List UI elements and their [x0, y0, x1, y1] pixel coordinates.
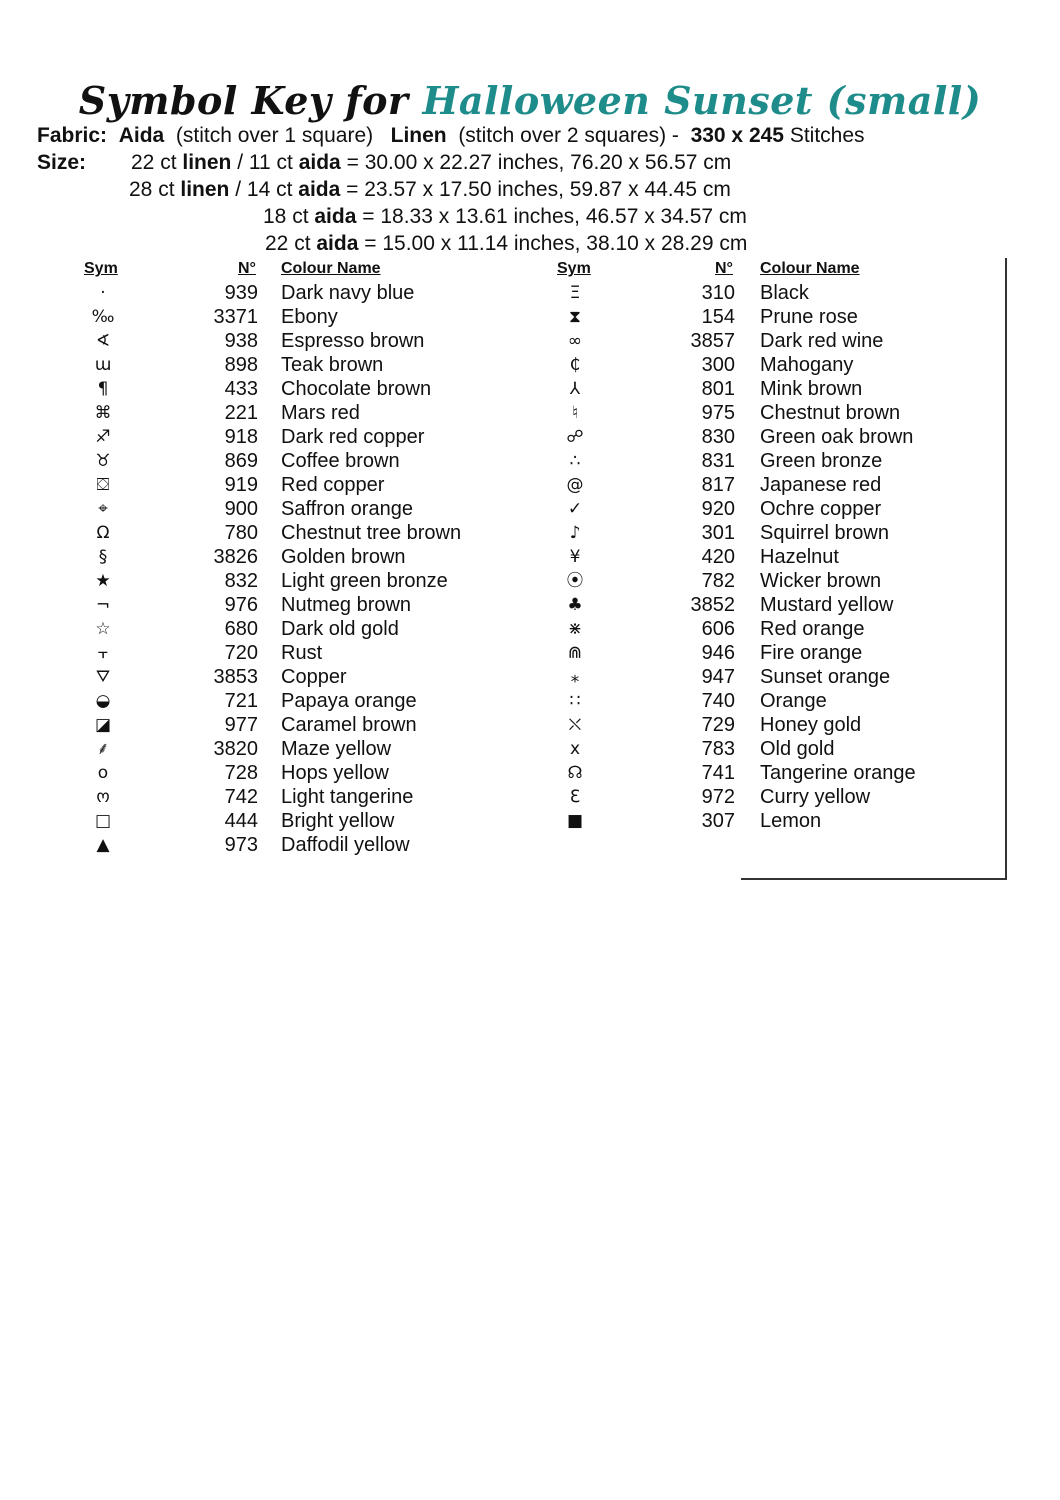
stitch-symbol: o: [97, 763, 109, 783]
stitch-symbol: ⅄: [569, 379, 581, 399]
stitch-symbol: ℇ: [569, 787, 581, 807]
floss-number: 741: [701, 762, 735, 784]
fabric-aida-note: (stitch over 1 square): [175, 124, 374, 147]
floss-number: 920: [701, 498, 735, 520]
floss-number: 3820: [213, 738, 258, 760]
floss-number: 900: [224, 498, 258, 520]
colour-name: Prune rose: [760, 306, 858, 328]
stitch-symbol: ¬: [95, 595, 111, 615]
stitch-symbol: ☆: [95, 619, 111, 639]
floss-number: 919: [224, 474, 258, 496]
colour-name: Squirrel brown: [760, 522, 889, 544]
size-3-aida: aida: [314, 205, 357, 228]
stitch-symbol: ⌖: [98, 499, 108, 519]
colour-name: Teak brown: [281, 354, 384, 376]
size-2-post: = 23.57 x 17.50 inches, 59.87 x 44.45 cm: [346, 178, 731, 201]
size-1-post: = 30.00 x 22.27 inches, 76.20 x 56.57 cm: [346, 151, 732, 174]
size-3-post: = 18.33 x 13.61 inches, 46.57 x 34.57 cm: [362, 205, 747, 228]
floss-number: 801: [701, 378, 735, 400]
colour-name: Copper: [281, 666, 347, 688]
stitch-symbol: ⛛: [95, 667, 111, 687]
floss-number: 740: [701, 690, 735, 712]
size-1-pre: 22 ct: [131, 151, 177, 174]
stitch-symbol: ∞: [567, 331, 583, 351]
stitch-symbol: ¥: [569, 547, 581, 567]
colour-name: Dark navy blue: [281, 282, 415, 304]
size-4-pre: 22 ct: [265, 232, 311, 255]
title-prefix: Symbol Key for: [78, 78, 409, 123]
size-line-2: [129, 178, 731, 202]
size-1-aida: aida: [298, 151, 341, 174]
key-row: [0, 497, 1060, 521]
size-2-linen: linen: [180, 178, 230, 201]
floss-number: 782: [701, 570, 735, 592]
stitch-symbol: ☊: [567, 763, 583, 783]
colour-name: Chestnut brown: [760, 402, 901, 424]
stitch-symbol: ▲: [96, 835, 110, 855]
colour-name: Black: [760, 282, 809, 304]
size-line-4: [265, 232, 747, 256]
right-name-header: Colour Name: [760, 260, 860, 277]
colour-name: Light tangerine: [281, 786, 414, 808]
page-title: [0, 78, 1060, 123]
key-row: [0, 545, 1060, 569]
stitch-symbol: ⛋: [96, 475, 110, 495]
colour-name: Mars red: [281, 402, 360, 424]
stitch-symbol: ⁎: [570, 667, 580, 687]
colour-name: Maze yellow: [281, 738, 392, 760]
stitch-symbol: ɯ: [94, 355, 112, 375]
colour-name: Daffodil yellow: [281, 834, 410, 856]
colour-name: Dark red copper: [281, 426, 425, 448]
stitch-symbol: ◒: [95, 691, 111, 711]
stitch-symbol: ♮: [571, 403, 579, 423]
colour-name: Japanese red: [760, 474, 882, 496]
colour-name: Fire orange: [760, 642, 863, 664]
colour-name: Curry yellow: [760, 786, 871, 808]
stitch-symbol: §: [98, 547, 108, 567]
floss-number: 742: [224, 786, 258, 808]
floss-number: 300: [701, 354, 735, 376]
key-row: [0, 785, 1060, 809]
key-row: [0, 473, 1060, 497]
floss-number: 3826: [213, 546, 258, 568]
floss-number: 420: [701, 546, 735, 568]
stitch-symbol: ∷: [569, 691, 581, 711]
key-row: [0, 737, 1060, 761]
size-1-mid: / 11 ct: [237, 151, 293, 174]
key-row: [0, 425, 1060, 449]
floss-number: 976: [224, 594, 258, 616]
colour-name: Green bronze: [760, 450, 883, 472]
key-row: [0, 305, 1060, 329]
size-line-3: [263, 205, 747, 229]
floss-number: 606: [701, 618, 735, 640]
stitch-symbol: ⋒: [567, 643, 583, 663]
floss-number: 830: [701, 426, 735, 448]
floss-number: 973: [224, 834, 258, 856]
key-row: [0, 401, 1060, 425]
floss-number: 975: [701, 402, 735, 424]
colour-name: Mahogany: [760, 354, 854, 376]
colour-name: Bright yellow: [281, 810, 395, 832]
stitch-symbol: ⸙: [96, 739, 110, 759]
floss-number: 783: [701, 738, 735, 760]
floss-number: 938: [224, 330, 258, 352]
floss-number: 3853: [213, 666, 258, 688]
size-2-pre: 28 ct: [129, 178, 175, 201]
floss-number: 154: [701, 306, 735, 328]
stitch-symbol: @: [566, 475, 584, 495]
colour-name: Mink brown: [760, 378, 863, 400]
colour-name: Old gold: [760, 738, 835, 760]
key-row: [0, 833, 1060, 857]
floss-number: 301: [701, 522, 735, 544]
key-row: [0, 761, 1060, 785]
floss-number: 729: [701, 714, 735, 736]
colour-name: Dark old gold: [281, 618, 399, 640]
size-2-mid: / 14 ct: [235, 178, 293, 201]
stitch-symbol: ♣: [567, 595, 583, 615]
colour-name: Hops yellow: [281, 762, 389, 784]
stitch-symbol: ‰: [91, 307, 115, 327]
floss-number: 721: [224, 690, 258, 712]
stitch-symbol: □: [94, 811, 112, 831]
colour-name: Sunset orange: [760, 666, 891, 688]
stitch-count: 330 x 245: [690, 124, 784, 147]
key-row: [0, 809, 1060, 833]
colour-name: Rust: [281, 642, 323, 664]
stitch-symbol: ⧗: [569, 307, 581, 327]
colour-name: Dark red wine: [760, 330, 884, 352]
right-num-header: N°: [715, 260, 733, 277]
colour-name: Light green bronze: [281, 570, 448, 592]
floss-number: 972: [701, 786, 735, 808]
size-label-line: [37, 151, 86, 175]
colour-name: Chocolate brown: [281, 378, 432, 400]
key-row: [0, 713, 1060, 737]
fabric-linen: Linen: [390, 124, 447, 147]
left-num-header: N°: [238, 260, 256, 277]
stitch-word: Stitches: [789, 124, 865, 147]
colour-name: Saffron orange: [281, 498, 413, 520]
stitch-symbol: ∴: [569, 451, 581, 471]
colour-name: Espresso brown: [281, 330, 425, 352]
stitch-symbol: ✓: [567, 499, 583, 519]
stitch-symbol: ⌘: [94, 403, 112, 423]
colour-name: Mustard yellow: [760, 594, 894, 616]
left-sym-header: Sym: [84, 260, 118, 277]
colour-name: Green oak brown: [760, 426, 914, 448]
floss-number: 720: [224, 642, 258, 664]
stitch-symbol: Ω: [96, 523, 110, 543]
floss-number: 728: [224, 762, 258, 784]
colour-name: Chestnut tree brown: [281, 522, 462, 544]
floss-number: 947: [701, 666, 735, 688]
key-row: [0, 377, 1060, 401]
stitch-symbol: ■: [566, 811, 584, 831]
key-row: [0, 665, 1060, 689]
stitch-symbol: ⋇: [567, 619, 583, 639]
key-row: [0, 281, 1060, 305]
stitch-symbol: ∢: [95, 331, 111, 351]
right-sym-header: Sym: [557, 260, 591, 277]
fabric-aida: Aida: [118, 124, 165, 147]
size-4-aida: aida: [316, 232, 359, 255]
size-3-pre: 18 ct: [263, 205, 309, 228]
stitch-symbol: ♪: [569, 523, 581, 543]
fabric-linen-note: (stitch over 2 squares) -: [458, 124, 679, 147]
floss-number: 832: [224, 570, 258, 592]
colour-name: Red copper: [281, 474, 385, 496]
size-1-linen: linen: [182, 151, 232, 174]
floss-number: 977: [224, 714, 258, 736]
floss-number: 444: [224, 810, 258, 832]
floss-number: 780: [224, 522, 258, 544]
stitch-symbol: ⫟: [97, 643, 109, 663]
fabric-label: Fabric:: [37, 124, 108, 147]
size-2-aida: aida: [298, 178, 341, 201]
floss-number: 3371: [213, 306, 258, 328]
size-4-post: = 15.00 x 11.14 inches, 38.10 x 28.29 cm: [364, 232, 748, 255]
key-row: [0, 617, 1060, 641]
stitch-symbol: ⛌: [568, 715, 582, 735]
colour-name: Ochre copper: [760, 498, 882, 520]
floss-number: 680: [224, 618, 258, 640]
floss-number: 939: [224, 282, 258, 304]
frame-bottom-border: [741, 878, 1007, 880]
colour-name: Honey gold: [760, 714, 862, 736]
pattern-name: Halloween Sunset (small): [422, 78, 982, 123]
frame-right-border: [1005, 258, 1007, 880]
floss-number: 310: [701, 282, 735, 304]
fabric-line: [37, 124, 865, 148]
key-row: [0, 569, 1060, 593]
colour-name: Papaya orange: [281, 690, 417, 712]
stitch-symbol: ☍: [566, 427, 584, 447]
colour-name: Ebony: [281, 306, 338, 328]
floss-number: 817: [701, 474, 735, 496]
floss-number: 831: [701, 450, 735, 472]
floss-number: 3857: [690, 330, 735, 352]
stitch-symbol: ♉: [95, 451, 111, 471]
stitch-symbol: ₵: [569, 355, 581, 375]
colour-name: Wicker brown: [760, 570, 882, 592]
colour-name: Coffee brown: [281, 450, 400, 472]
size-line-1: [131, 151, 731, 175]
colour-name: Orange: [760, 690, 827, 712]
stitch-symbol: Ξ: [569, 283, 581, 303]
right-key-list: [0, 281, 1060, 833]
floss-number: 898: [224, 354, 258, 376]
key-row: [0, 353, 1060, 377]
size-label: Size:: [37, 151, 87, 174]
stitch-symbol: ·: [100, 283, 106, 303]
colour-name: Lemon: [760, 810, 822, 832]
key-row: [0, 593, 1060, 617]
stitch-symbol: ¶: [97, 379, 109, 399]
stitch-symbol: x: [569, 739, 581, 759]
left-name-header: Colour Name: [281, 260, 381, 277]
key-row: [0, 641, 1060, 665]
floss-number: 221: [224, 402, 258, 424]
stitch-symbol: ◪: [94, 715, 112, 735]
stitch-symbol: ★: [95, 571, 111, 591]
floss-number: 3852: [690, 594, 735, 616]
colour-name: Red orange: [760, 618, 865, 640]
floss-number: 946: [701, 642, 735, 664]
floss-number: 433: [224, 378, 258, 400]
key-row: [0, 329, 1060, 353]
stitch-symbol: ⦿: [566, 571, 584, 591]
colour-name: Golden brown: [281, 546, 406, 568]
floss-number: 918: [224, 426, 258, 448]
key-row: [0, 521, 1060, 545]
colour-name: Nutmeg brown: [281, 594, 412, 616]
colour-name: Caramel brown: [281, 714, 417, 736]
stitch-symbol: ♐: [95, 427, 111, 447]
stitch-symbol: ო: [96, 787, 110, 807]
key-row: [0, 689, 1060, 713]
floss-number: 307: [701, 810, 735, 832]
colour-name: Tangerine orange: [760, 762, 916, 784]
key-row: [0, 449, 1060, 473]
colour-name: Hazelnut: [760, 546, 839, 568]
floss-number: 869: [224, 450, 258, 472]
